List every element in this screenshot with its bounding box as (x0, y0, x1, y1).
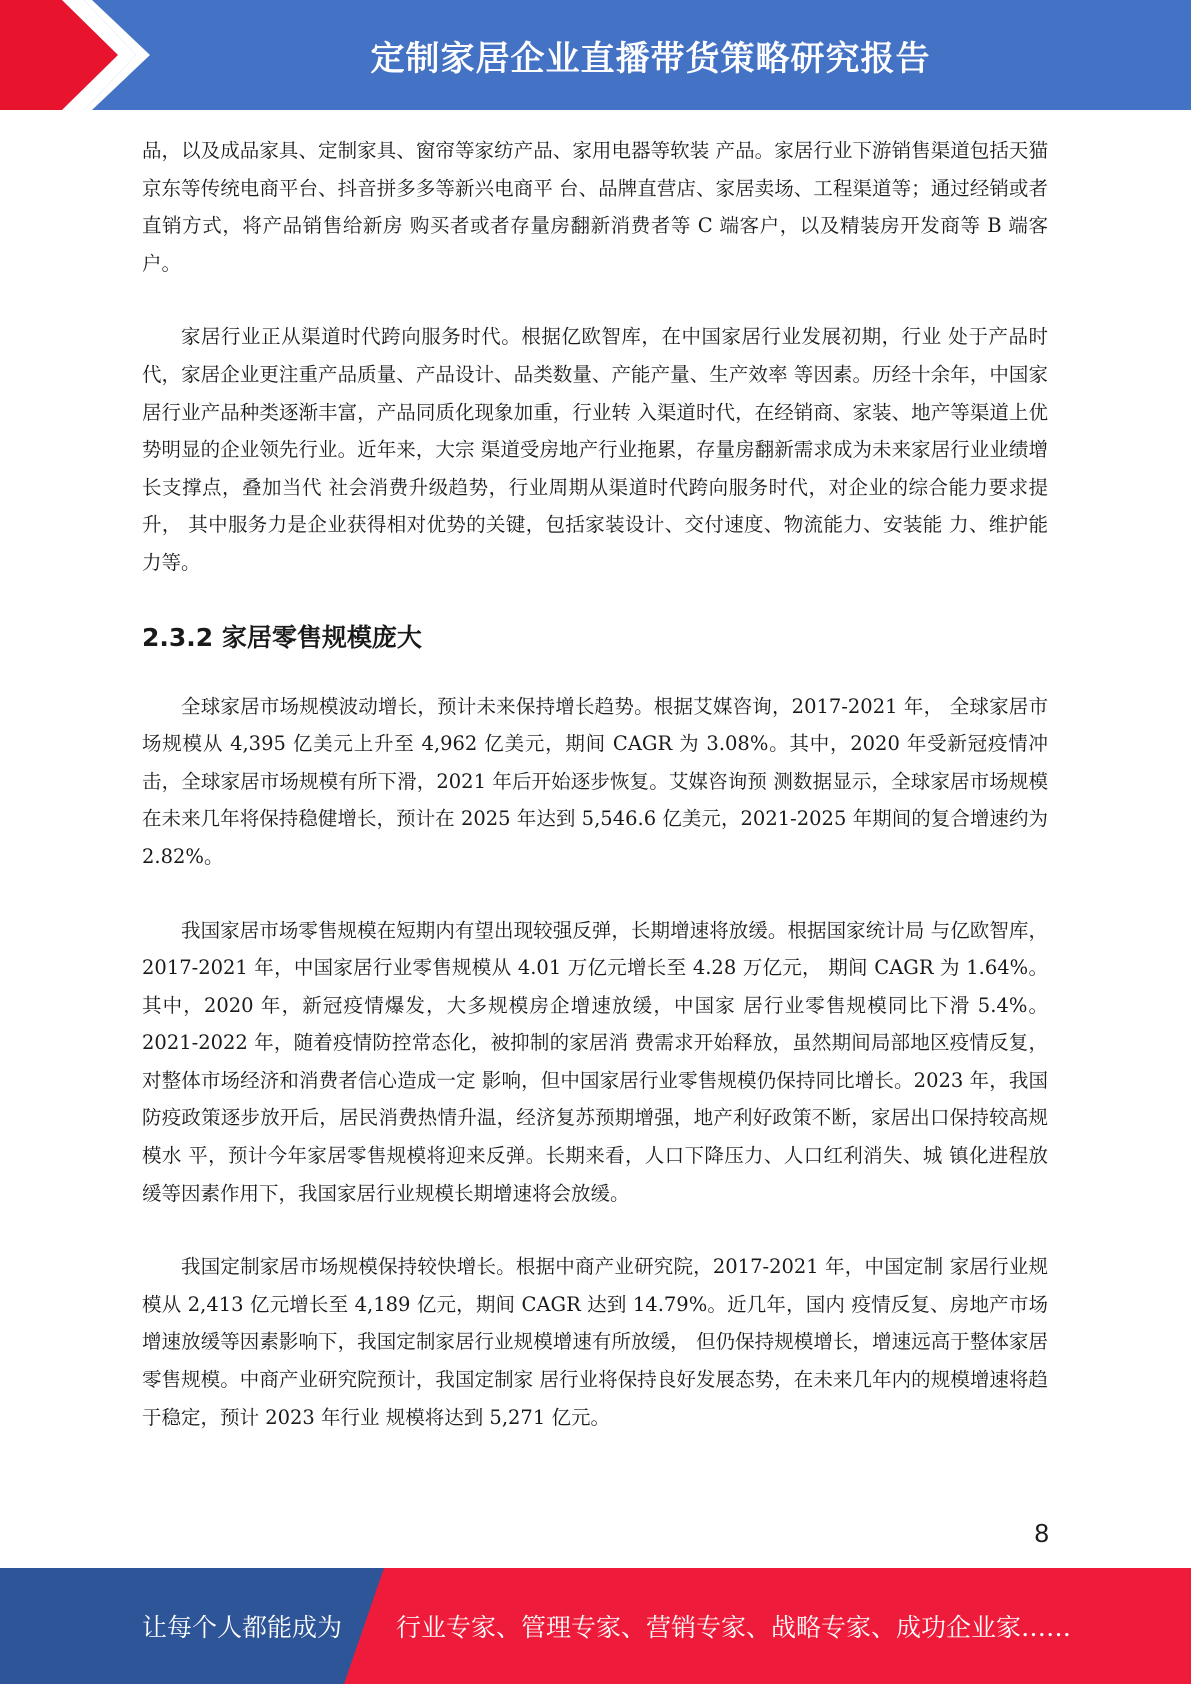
page-footer (0, 1568, 1191, 1684)
paragraph: 我国定制家居市场规模保持较快增长。根据中商产业研究院，2017-2021 年，中国定制 家居行业规模从 2,413 亿元增长至 4,189 亿元，期间 CAGR 达到 14.79%。近几年，国内 疫情反复、房地产市场增速放缓等因素影响下，我国定制家居行业规模增速有所放缓， 但仍保持规模增长，增速远高于整体家居零售规模。中商产业研究院预计，我国定制家 居行业将保持良好发展态势，在未来几年内的规模增速将趋于稳定，预计 2023 年行业 规模将达到 5,271 亿元。 (142, 1255, 1048, 1429)
footer-slogan-left: 让每个人都能成为 (142, 1613, 343, 1642)
page-header (0, 0, 1191, 110)
paragraph: 全球家居市场规模波动增长，预计未来保持增长趋势。根据艾媒咨询，2017-2021 年， 全球家居市场规模从 4,395 亿美元上升至 4,962 亿美元，期间 CAGR 为 3.08%。其中，2020 年受新冠疫情冲击，全球家居市场规模有所下滑，2021 年后开始逐步恢复。艾媒咨询预 测数据显示，全球家居市场规模在未来几年将保持稳健增长，预计在 2025 年达到 5,546.6 亿美元，2021-2025 年期间的复合增速约为 2.82%。 (142, 694, 1048, 868)
page-number: 8 (1034, 1518, 1049, 1548)
paragraph: 家居行业正从渠道时代跨向服务时代。根据亿欧智库，在中国家居行业发展初期，行业 处于产品时代，家居企业更注重产品质量、产品设计、品类数量、产能产量、生产效率 等因素。历经十余年，中国家居行业产品种类逐渐丰富，产品同质化现象加重，行业转 入渠道时代，在经销商、家装、地产等渠道上优势明显的企业领先行业。近年来，大宗 渠道受房地产行业拖累，存量房翻新需求成为未来家居行业业绩增长支撑点，叠加当代 社会消费升级趋势，行业周期从渠道时代跨向服务时代，对企业的综合能力要求提升， 其中服务力是企业获得相对优势的关键，包括家装设计、交付速度、物流能力、安装能 力、维护能力等。 (142, 325, 1048, 574)
paragraph-continued: 品，以及成品家具、定制家具、窗帘等家纺产品、家用电器等软装 产品。家居行业下游销售渠道包括天猫京东等传统电商平台、抖音拼多多等新兴电商平 台、品牌直营店、家居卖场、工程渠道等；通过经销或者直销方式，将产品销售给新房 购买者或者存量房翻新消费者等 C 端客户，以及精装房开发商等 B 端客户。 (142, 139, 1048, 275)
main-content (142, 132, 1048, 1472)
section-heading: 2.3.2 家居零售规模庞大 (142, 622, 422, 652)
report-title: 定制家居企业直播带货策略研究报告 (370, 38, 931, 79)
paragraph: 我国家居市场零售规模在短期内有望出现较强反弹，长期增速将放缓。根据国家统计局 与亿欧智库，2017-2021 年，中国家居行业零售规模从 4.01 万亿元增长至 4.28 万亿元， 期间 CAGR 为 1.64%。其中，2020 年，新冠疫情爆发，大多规模房企增速放缓，中国家 居行业零售规模同比下滑 5.4%。2021-2022 年，随着疫情防控常态化，被抑制的家居消 费需求开始释放，虽然期间局部地区疫情反复，对整体市场经济和消费者信心造成一定 影响，但中国家居行业零售规模仍保持同比增长。2023 年，我国防疫政策逐步放开后，居民消费热情升温，经济复苏预期增强，地产利好政策不断，家居出口保持较高规模水 平，预计今年家居零售规模将迎来反弹。长期来看，人口下降压力、人口红利消失、城 镇化进程放缓等因素作用下，我国家居行业规模长期增速将会放缓。 (142, 918, 1048, 1205)
footer-slogan-right: 行业专家、管理专家、营销专家、战略专家、成功企业家…… (396, 1613, 1072, 1642)
header-arrow-decoration (0, 0, 160, 110)
